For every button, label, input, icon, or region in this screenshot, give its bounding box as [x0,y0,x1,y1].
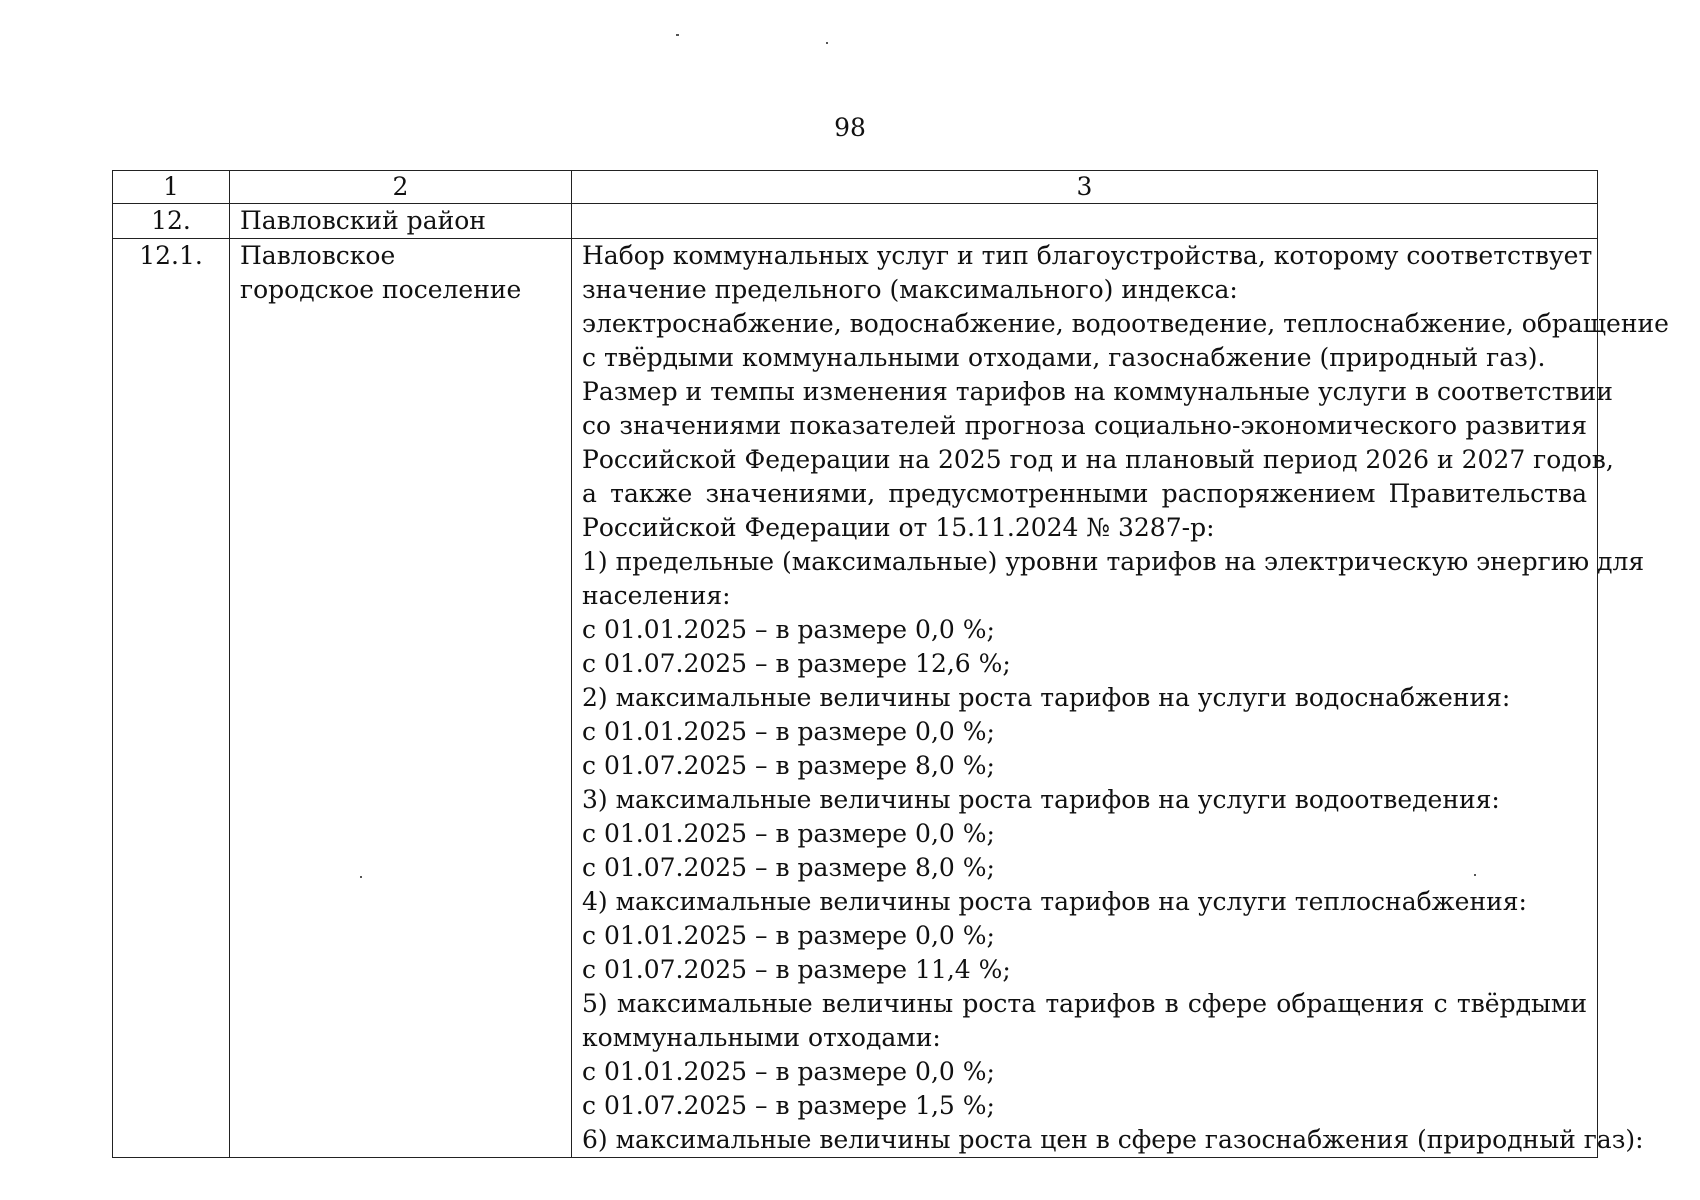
content-line: 1) предельные (максимальные) уровни тарифов на электрическую энергию для [582,547,1645,576]
content-line: Размер и темпы изменения тарифов на коммунальные услуги в соответствии [582,377,1613,406]
district-name: Павловский район [230,204,572,239]
content-line: 3) максимальные величины роста тарифов на услуги водоотведения: [582,785,1500,814]
column-header: 1 [113,171,230,204]
content-line: с 01.01.2025 – в размере 0,0 %; [582,615,995,644]
row-number: 12. [113,204,230,239]
table-row [113,204,1598,239]
column-header: 3 [572,171,1598,204]
content-line: значение предельного (максимального) индекса: [582,275,1238,304]
table-row [113,239,1598,1158]
content-line: 5) максимальные величины роста тарифов в сфере обращения с твёрдыми [582,989,1587,1018]
content-line: Российской Федерации на 2025 год и на плановый период 2026 и 2027 годов, [582,445,1614,474]
content-line: с 01.01.2025 – в размере 0,0 %; [582,1057,995,1086]
content-line: с 01.01.2025 – в размере 0,0 %; [582,819,995,848]
content-line: 6) максимальные величины роста цен в сфере газоснабжения (природный газ): [582,1125,1644,1154]
content-line: с твёрдыми коммунальными отходами, газоснабжение (природный газ). [582,343,1546,372]
settlement-name [230,239,572,1158]
content-line: а также значениями, предусмотренными распоряжением Правительства [582,479,1587,508]
content-line: со значениями показателей прогноза социально-экономического развития [582,411,1587,440]
content-line: населения: [582,581,731,610]
content-line: с 01.07.2025 – в размере 12,6 %; [582,649,1011,678]
row-content [572,204,1598,239]
settlement-name-line: городское поселение [240,275,522,304]
page-number: 98 [834,113,866,142]
column-header: 2 [230,171,572,204]
settlement-name-line: Павловское [240,241,396,270]
tariff-content [572,239,1669,1158]
table-header-row [113,171,1598,204]
content-line: с 01.01.2025 – в размере 0,0 %; [582,921,995,950]
tariff-table [112,170,1669,1158]
content-line: 2) максимальные величины роста тарифов на услуги водоснабжения: [582,683,1511,712]
content-line: с 01.07.2025 – в размере 8,0 %; [582,751,995,780]
content-line: Российской Федерации от 15.11.2024 № 3287-р: [582,513,1215,542]
content-line: коммунальными отходами: [582,1023,941,1052]
scan-speck [826,42,828,44]
content-line: 4) максимальные величины роста тарифов на услуги теплоснабжения: [582,887,1527,916]
content-line: электроснабжение, водоснабжение, водоотведение, теплоснабжение, обращение [582,309,1669,338]
content-line: с 01.07.2025 – в размере 1,5 %; [582,1091,995,1120]
content-line: Набор коммунальных услуг и тип благоустройства, которому соответствует [582,241,1593,270]
content-line: с 01.07.2025 – в размере 11,4 %; [582,955,1011,984]
row-number: 12.1. [113,239,230,1158]
content-line: с 01.01.2025 – в размере 0,0 %; [582,717,995,746]
content-line: с 01.07.2025 – в размере 8,0 %; [582,853,995,882]
scan-speck [676,34,679,36]
